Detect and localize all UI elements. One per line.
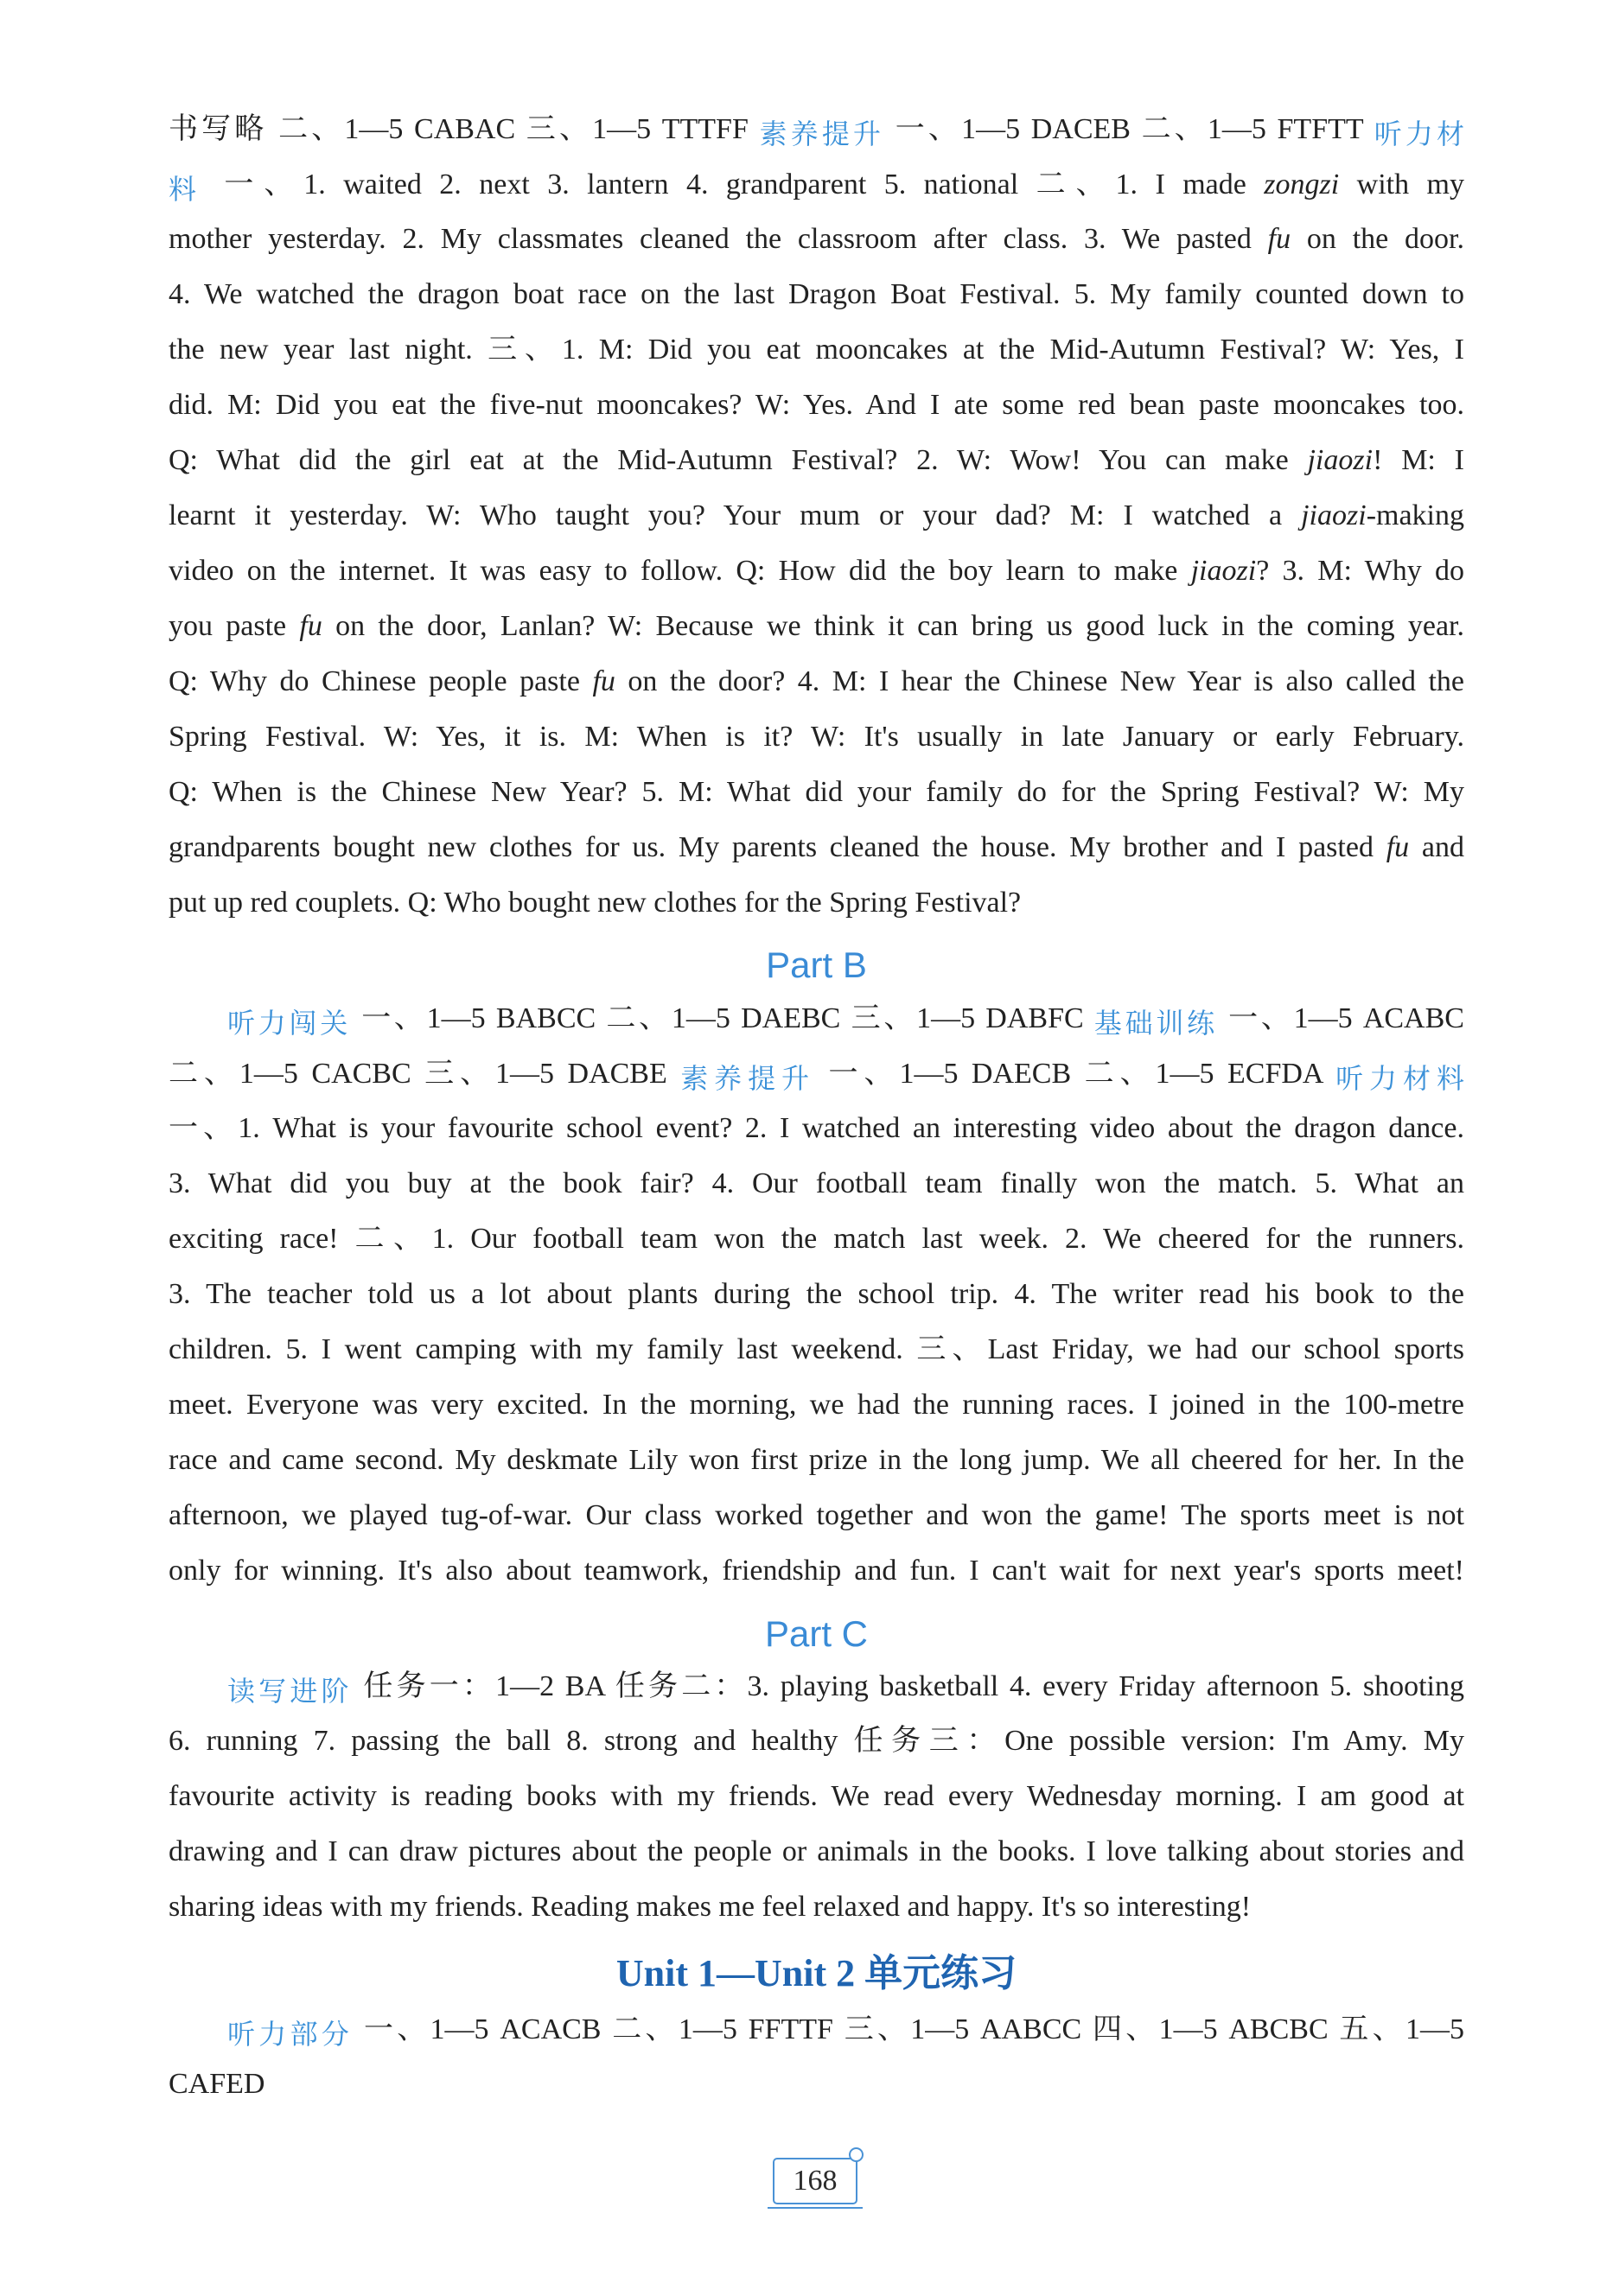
text-line bbox=[169, 1212, 1464, 1267]
text-line bbox=[169, 2057, 1464, 2112]
text-run: 一、1—5 ACACB 二、1—5 FFTTF 三、1—5 AABCC 四、1—5 ABCBC 五、1—5 bbox=[353, 2013, 1464, 2045]
text-run: sharing ideas with my friends. Reading makes me feel relaxed and happy. It's so interesting! bbox=[169, 1891, 1252, 1923]
unit-review-answer-block bbox=[169, 2001, 1464, 2112]
text-line bbox=[169, 1488, 1464, 1543]
text-line bbox=[169, 1377, 1464, 1433]
text-line bbox=[169, 1046, 1464, 1101]
text-run: mother yesterday. 2. My classmates cleaned the classroom after class. 3. We pasted bbox=[169, 223, 1268, 255]
text-line bbox=[169, 433, 1464, 488]
text-line bbox=[169, 156, 1464, 212]
text-run: you paste bbox=[169, 610, 300, 642]
text-run: afternoon, we played tug-of-war. Our class worked together and won the game! The sports meet is not bbox=[169, 1499, 1464, 1531]
text-run: ! M: I bbox=[1373, 444, 1464, 476]
text-run: favourite activity is reading books with my friends. We read every Wednesday morning. I am good at bbox=[169, 1780, 1464, 1812]
text-run: Spring Festival. W: Yes, it is. M: When is it? W: It's usually in late January or early February. bbox=[169, 721, 1464, 753]
text-run: exciting race! 二、1. Our football team won the match last week. 2. We cheered for the runners. bbox=[169, 1223, 1464, 1255]
text-line bbox=[169, 1101, 1464, 1156]
text-line bbox=[169, 544, 1464, 599]
part-c-answer-block bbox=[169, 1658, 1464, 1935]
text-line bbox=[169, 322, 1464, 378]
text-line bbox=[169, 654, 1464, 709]
text-line bbox=[169, 1322, 1464, 1377]
text-run: ? 3. M: Why do bbox=[1256, 555, 1464, 587]
section-label: 素养提升 bbox=[759, 118, 885, 150]
text-line bbox=[169, 1267, 1464, 1322]
text-run: grandparents bought new clothes for us. My parents cleaned the house. My brother and I pasted bbox=[169, 831, 1386, 863]
text-run: 6. running 7. passing the ball 8. strong and healthy 任务三：One possible version: I'm Amy. My bbox=[169, 1725, 1464, 1757]
text-run: video on the internet. It was easy to follow. Q: How did the boy learn to make bbox=[169, 555, 1191, 587]
text-run: 任务一：1—2 BA 任务二：3. playing basketball 4. every Friday afternoon 5. shooting bbox=[352, 1670, 1464, 1702]
italic-term: jiaozi bbox=[1301, 499, 1367, 531]
part-b-heading: Part B bbox=[766, 944, 867, 985]
italic-term: jiaozi bbox=[1190, 555, 1257, 587]
section-label: 听力部分 bbox=[227, 2018, 354, 2051]
section-label: 素养提升 bbox=[680, 1062, 816, 1095]
answer-key-content bbox=[169, 101, 1464, 2112]
text-run: race and came second. My deskmate Lily won first prize in the long jump. We all cheered for her. In the bbox=[169, 1444, 1464, 1476]
text-run: 3. What did you buy at the book fair? 4. Our football team finally won the match. 5. What an bbox=[169, 1167, 1464, 1199]
text-run: on the door, Lanlan? W: Because we think it can bring us good luck in the coming year. bbox=[322, 610, 1465, 642]
text-line bbox=[169, 990, 1464, 1046]
text-line bbox=[169, 1658, 1464, 1714]
text-run: 书写略 二、1—5 CABAC 三、1—5 TTTFF bbox=[169, 113, 760, 145]
text-run: on the door? 4. M: I hear the Chinese New Year is also called the bbox=[615, 665, 1464, 697]
text-line bbox=[169, 1769, 1464, 1824]
text-line bbox=[169, 599, 1464, 654]
text-run: and bbox=[1409, 831, 1465, 863]
text-run: Q: When is the Chinese New Year? 5. M: What did your family do for the Spring Festival? W: My bbox=[169, 776, 1464, 808]
text-line bbox=[169, 1156, 1464, 1212]
text-run: CAFED bbox=[169, 2068, 265, 2100]
text-run: meet. Everyone was very excited. In the morning, we had the running races. I joined in the 100-metre bbox=[169, 1389, 1464, 1421]
text-run: -making bbox=[1366, 499, 1464, 531]
text-line bbox=[169, 488, 1464, 544]
text-run: on the door. bbox=[1291, 223, 1464, 255]
text-line bbox=[169, 820, 1464, 875]
section-label: 听力材料 bbox=[1335, 1062, 1464, 1095]
text-run: with my bbox=[1339, 169, 1464, 200]
text-run: 4. We watched the dragon boat race on the last Dragon Boat Festival. 5. My family counted down to bbox=[169, 278, 1464, 310]
text-line bbox=[169, 267, 1464, 322]
part-a-answer-block bbox=[169, 101, 1464, 931]
text-run: only for winning. It's also about teamwork, friendship and fun. I can't wait for next year's sports meet! bbox=[169, 1555, 1464, 1587]
text-run: learnt it yesterday. W: Who taught you? Your mum or your dad? M: I watched a bbox=[169, 499, 1302, 531]
page-number-box bbox=[773, 2158, 857, 2204]
text-run: Q: What did the girl eat at the Mid-Autumn Festival? 2. W: Wow! You can make bbox=[169, 444, 1308, 476]
text-run: 一、1. waited 2. next 3. lantern 4. grandparent 5. national 二、1. I made bbox=[206, 169, 1265, 200]
text-run: Q: Why do Chinese people paste bbox=[169, 665, 593, 697]
italic-term: fu bbox=[1386, 831, 1410, 863]
text-run: 一、1—5 DAECB 二、1—5 ECFDA bbox=[815, 1058, 1336, 1090]
section-label: 读写进阶 bbox=[227, 1675, 353, 1708]
text-run: did. M: Did you eat the five-nut mooncakes? W: Yes. And I ate some red bean paste mooncakes too. bbox=[169, 389, 1464, 421]
text-line bbox=[169, 1879, 1464, 1935]
text-run: 一、1—5 ACABC bbox=[1217, 1002, 1464, 1034]
unit-review-heading: Unit 1—Unit 2 单元练习 bbox=[615, 1952, 1017, 1994]
text-run: 一、1. What is your favourite school event? 2. I watched an interesting video about the dragon dance. bbox=[169, 1112, 1464, 1144]
page-number: 168 bbox=[793, 2165, 838, 2197]
text-run: 二、1—5 CACBC 三、1—5 DACBE bbox=[169, 1058, 681, 1090]
text-line bbox=[169, 101, 1464, 156]
page-number-base-line bbox=[768, 2207, 863, 2209]
text-line bbox=[169, 2001, 1464, 2057]
italic-term: fu bbox=[1267, 223, 1291, 255]
italic-term: fu bbox=[299, 610, 322, 642]
text-line bbox=[169, 709, 1464, 765]
text-run: 3. The teacher told us a lot about plants during the school trip. 4. The writer read his book to the bbox=[169, 1278, 1464, 1310]
italic-term: zongzi bbox=[1264, 169, 1340, 200]
text-line bbox=[169, 1714, 1464, 1769]
part-b-answer-block bbox=[169, 990, 1464, 1599]
text-line bbox=[169, 875, 1464, 931]
section-label: 听力材 bbox=[1374, 118, 1464, 150]
text-line bbox=[169, 1824, 1464, 1879]
text-line bbox=[169, 212, 1464, 267]
text-run: 一、1—5 DACEB 二、1—5 FTFTT bbox=[884, 113, 1374, 145]
section-label: 料 bbox=[169, 173, 207, 206]
italic-term: jiaozi bbox=[1307, 444, 1374, 476]
section-label: 基础训练 bbox=[1093, 1007, 1218, 1040]
page-number-ornament-icon bbox=[849, 2147, 864, 2162]
text-run: the new year last night. 三、1. M: Did you eat mooncakes at the Mid-Autumn Festival? W: Yes, I bbox=[169, 334, 1464, 366]
text-run: 一、1—5 BABCC 二、1—5 DAEBC 三、1—5 DABFC bbox=[350, 1002, 1094, 1034]
text-run: children. 5. I went camping with my family last weekend. 三、Last Friday, we had our school sports bbox=[169, 1333, 1464, 1365]
text-run: drawing and I can draw pictures about the people or animals in the books. I love talking about stories and bbox=[169, 1835, 1464, 1867]
italic-term: fu bbox=[592, 665, 615, 697]
section-label: 听力闯关 bbox=[227, 1007, 351, 1040]
text-line bbox=[169, 1543, 1464, 1599]
text-line bbox=[169, 765, 1464, 820]
part-c-heading: Part C bbox=[764, 1613, 869, 1654]
text-run: put up red couplets. Q: Who bought new clothes for the Spring Festival? bbox=[169, 887, 1022, 919]
text-line bbox=[169, 378, 1464, 433]
text-line bbox=[169, 1433, 1464, 1488]
